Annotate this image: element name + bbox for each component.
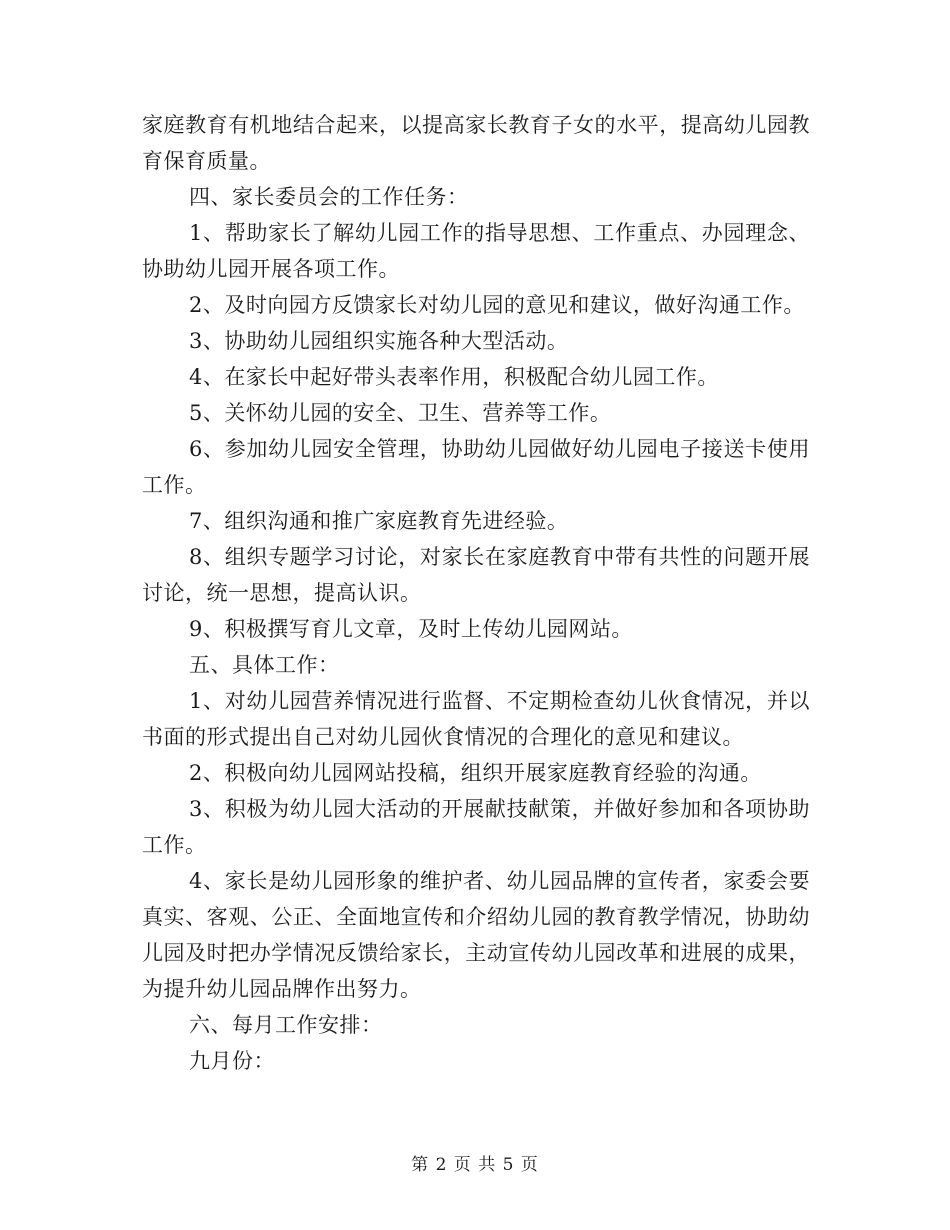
list-item: 3、积极为幼儿园大活动的开展献技献策，并做好参加和各项协助工作。	[142, 797, 810, 857]
list-item: 9、积极撰写育儿文章，及时上传幼儿园网站。	[189, 617, 633, 641]
page-number-footer: 第 2 页 共 5 页	[411, 1155, 539, 1175]
list-item: 2、积极向幼儿园网站投稿，组织开展家庭教育经验的沟通。	[189, 761, 762, 785]
paragraph: 九月份：	[189, 1049, 275, 1073]
list-item: 1、帮助家长了解幼儿园工作的指导思想、工作重点、办园理念、协助幼儿园开展各项工作。	[142, 221, 810, 281]
document-body	[142, 107, 810, 1079]
section-heading: 五、具体工作：	[189, 653, 340, 677]
list-item: 2、及时向园方反馈家长对幼儿园的意见和建议，做好沟通工作。	[189, 293, 805, 317]
list-item: 7、组织沟通和推广家庭教育先进经验。	[189, 509, 569, 533]
list-item: 4、在家长中起好带头表率作用，积极配合幼儿园工作。	[189, 365, 719, 389]
section-heading: 四、家长委员会的工作任务：	[189, 185, 469, 209]
list-item: 6、参加幼儿园安全管理，协助幼儿园做好幼儿园电子接送卡使用工作。	[142, 437, 810, 497]
list-item: 4、家长是幼儿园形象的维护者、幼儿园品牌的宣传者，家委会要真实、客观、公正、全面地宣传和介绍幼儿园的教育教学情况，协助幼儿园及时把办学情况反馈给家长，主动宣传幼儿园改革和进展的成果，为提升幼儿园品牌作出努力。	[142, 869, 810, 1001]
list-item: 3、协助幼儿园组织实施各种大型活动。	[189, 329, 569, 353]
list-item: 8、组织专题学习讨论，对家长在家庭教育中带有共性的问题开展讨论，统一思想，提高认识。	[142, 545, 810, 605]
list-item: 5、关怀幼儿园的安全、卫生、营养等工作。	[189, 401, 612, 425]
paragraph: 家庭教育有机地结合起来，以提高家长教育子女的水平，提高幼儿园教育保育质量。	[142, 113, 810, 173]
list-item: 1、对幼儿园营养情况进行监督、不定期检查幼儿伙食情况，并以书面的形式提出自己对幼儿园伙食情况的合理化的意见和建议。	[142, 689, 810, 749]
section-heading: 六、每月工作安排：	[189, 1013, 383, 1037]
